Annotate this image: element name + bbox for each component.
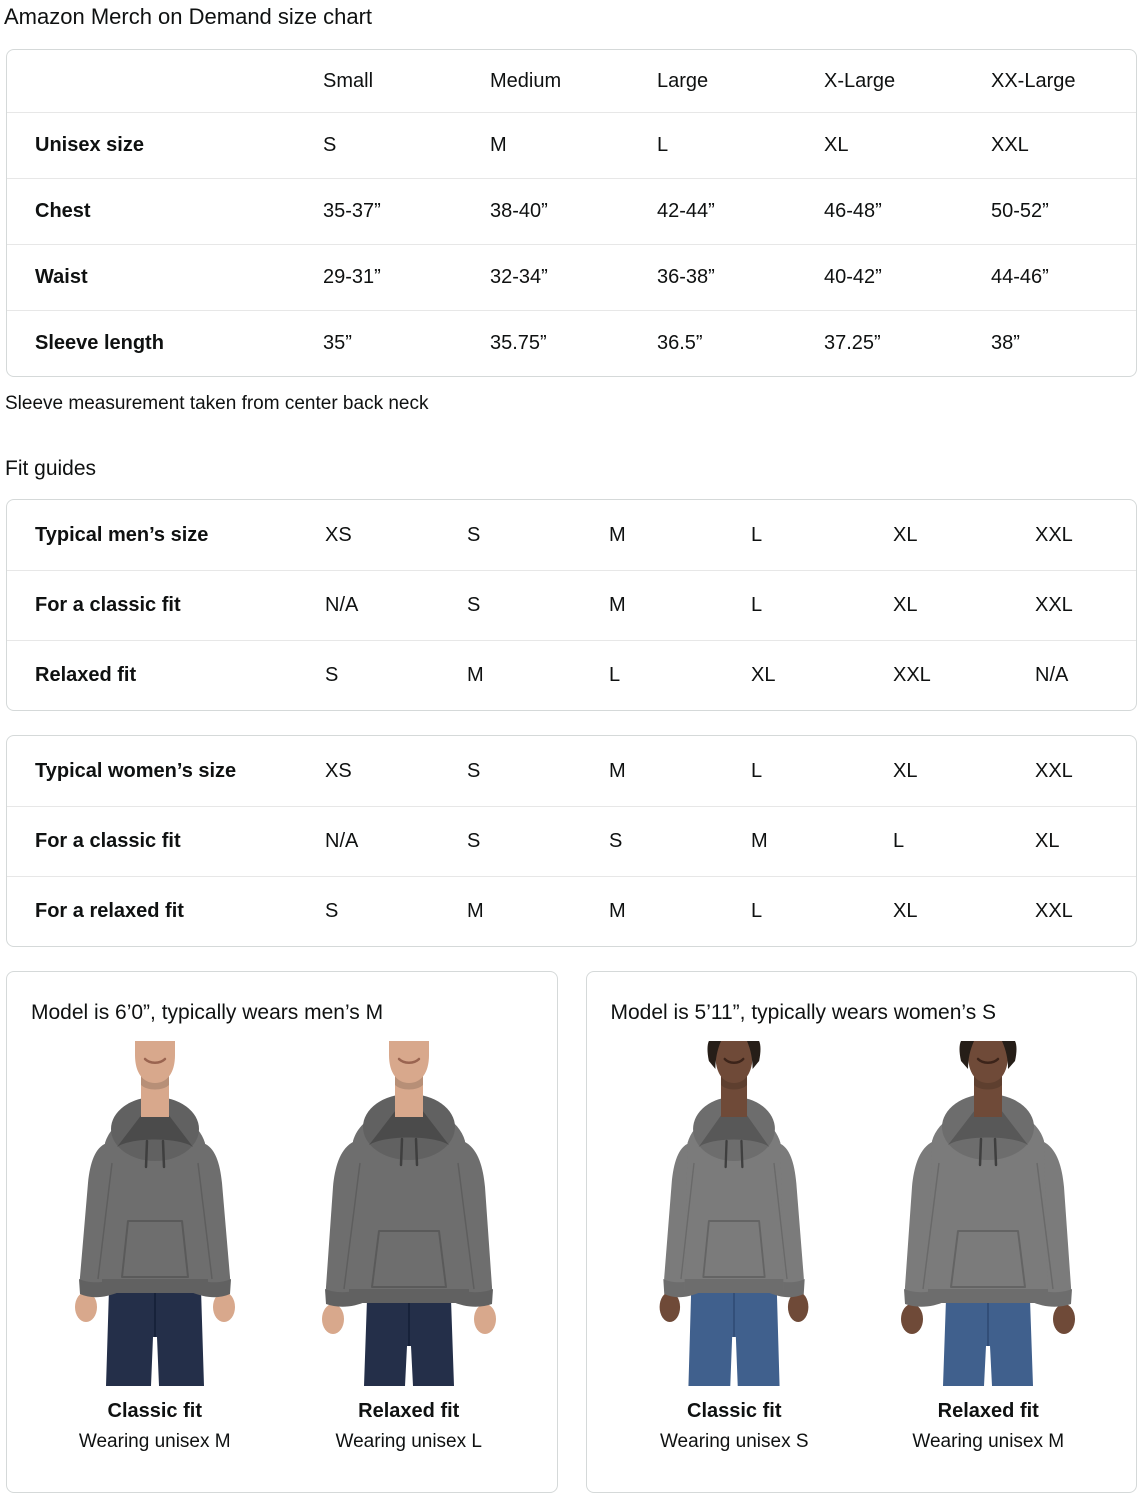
table-row-waist bbox=[7, 244, 1136, 310]
cell-value: M bbox=[467, 900, 484, 922]
cell-value: M bbox=[609, 900, 626, 922]
row-label: Waist bbox=[35, 266, 88, 288]
womens-relaxed-fit-figure bbox=[882, 1041, 1094, 1453]
cell-value: M bbox=[609, 594, 626, 616]
cell-value: L bbox=[893, 830, 905, 852]
cell-value: S bbox=[467, 523, 481, 546]
cell-value: 50-52” bbox=[991, 200, 1049, 222]
mens-fit-guide-table bbox=[6, 499, 1137, 711]
cell-value: S bbox=[467, 830, 481, 852]
column-header-xx-large: XX-Large bbox=[991, 69, 1076, 92]
model-photo-woman-classic-fit bbox=[638, 1041, 830, 1386]
model-photo-man-classic-fit bbox=[52, 1041, 258, 1386]
table-row-unisex-size bbox=[7, 112, 1136, 178]
mens-model-card bbox=[6, 971, 558, 1493]
cell-value: N/A bbox=[1035, 664, 1069, 686]
womens-fit-guide-table bbox=[6, 735, 1137, 947]
row-label: Relaxed fit bbox=[35, 664, 137, 686]
cell-value: 35” bbox=[323, 332, 352, 354]
cell-value: XXL bbox=[1035, 594, 1073, 616]
womens-model-heading: Model is 5’11”, typically wears women’s S bbox=[610, 1001, 997, 1024]
table-row-sleeve-length bbox=[7, 310, 1136, 376]
mens-figures-row bbox=[31, 1041, 533, 1453]
model-photo-man-relaxed-fit bbox=[306, 1041, 512, 1386]
fit-label: Classic fit bbox=[687, 1400, 782, 1422]
column-header-small: Small bbox=[323, 69, 374, 92]
cell-value: M bbox=[609, 523, 626, 546]
cell-value: L bbox=[751, 759, 763, 782]
cell-value: XXL bbox=[1035, 900, 1073, 922]
table-row-typical-mens-size bbox=[7, 500, 1136, 570]
cell-value: XL bbox=[751, 664, 776, 686]
cell-value: 44-46” bbox=[991, 266, 1049, 288]
cell-value: L bbox=[657, 134, 669, 156]
cell-value: XXL bbox=[1035, 759, 1073, 782]
cell-value: M bbox=[609, 759, 626, 782]
cell-value: L bbox=[751, 523, 763, 546]
wearing-label: Wearing unisex M bbox=[912, 1431, 1065, 1452]
fit-guides-heading: Fit guides bbox=[5, 457, 97, 480]
womens-classic-fit-figure bbox=[628, 1041, 840, 1453]
mens-model-heading: Model is 6’0”, typically wears men’s M bbox=[31, 1001, 384, 1024]
cell-value: N/A bbox=[325, 830, 359, 852]
cell-value: 36.5” bbox=[657, 332, 703, 354]
cell-value: M bbox=[490, 134, 507, 156]
cell-value: L bbox=[751, 900, 763, 922]
cell-value: S bbox=[325, 664, 339, 686]
cell-value: 36-38” bbox=[657, 266, 715, 288]
row-label: Sleeve length bbox=[35, 332, 164, 354]
model-photo-woman-relaxed-fit bbox=[885, 1041, 1091, 1386]
table-row-chest bbox=[7, 178, 1136, 244]
mens-relaxed-fit-figure bbox=[303, 1041, 515, 1453]
table-row-womens-relaxed-fit bbox=[7, 876, 1136, 946]
cell-value: XL bbox=[893, 523, 918, 546]
cell-value: XL bbox=[893, 900, 918, 922]
cell-value: S bbox=[325, 900, 339, 922]
womens-model-card bbox=[586, 971, 1138, 1493]
row-label: For a classic fit bbox=[35, 830, 181, 852]
cell-value: XS bbox=[325, 759, 352, 782]
cell-value: XL bbox=[824, 134, 849, 156]
column-header-x-large: X-Large bbox=[824, 69, 896, 92]
row-label: For a classic fit bbox=[35, 594, 181, 616]
cell-value: N/A bbox=[325, 594, 359, 616]
column-header-large: Large bbox=[657, 69, 709, 92]
cell-value: 40-42” bbox=[824, 266, 882, 288]
row-label: Unisex size bbox=[35, 134, 144, 156]
size-chart-table bbox=[6, 49, 1137, 377]
cell-value: S bbox=[323, 134, 337, 156]
cell-value: 37.25” bbox=[824, 332, 881, 354]
column-header-medium: Medium bbox=[490, 69, 562, 92]
wearing-label: Wearing unisex M bbox=[78, 1431, 231, 1452]
cell-value: L bbox=[751, 594, 763, 616]
fit-label: Relaxed fit bbox=[937, 1400, 1039, 1422]
cell-value: XL bbox=[893, 759, 918, 782]
cell-value: M bbox=[467, 664, 484, 686]
womens-figures-row bbox=[611, 1041, 1113, 1453]
row-label: For a relaxed fit bbox=[35, 900, 184, 922]
cell-value: 35.75” bbox=[490, 332, 547, 354]
fit-label: Relaxed fit bbox=[358, 1400, 460, 1422]
row-label: Typical women’s size bbox=[35, 759, 237, 782]
table-row-typical-womens-size bbox=[7, 736, 1136, 806]
cell-value: 42-44” bbox=[657, 200, 715, 222]
cell-value: 46-48” bbox=[824, 200, 882, 222]
cell-value: 35-37” bbox=[323, 200, 381, 222]
fit-label: Classic fit bbox=[107, 1400, 202, 1422]
wearing-label: Wearing unisex L bbox=[335, 1431, 482, 1452]
cell-value: 29-31” bbox=[323, 266, 381, 288]
cell-value: XL bbox=[1035, 830, 1060, 852]
page-title: Amazon Merch on Demand size chart bbox=[4, 4, 373, 29]
table-row-mens-relaxed-fit bbox=[7, 640, 1136, 710]
mens-classic-fit-figure bbox=[49, 1041, 261, 1453]
cell-value: XXL bbox=[1035, 523, 1073, 546]
wearing-label: Wearing unisex S bbox=[659, 1431, 809, 1452]
cell-value: S bbox=[467, 594, 481, 616]
row-label: Chest bbox=[35, 200, 91, 222]
model-cards-row bbox=[6, 971, 1137, 1493]
cell-value: S bbox=[467, 759, 481, 782]
cell-value: 38-40” bbox=[490, 200, 548, 222]
cell-value: XS bbox=[325, 523, 352, 546]
cell-value: 38” bbox=[991, 332, 1020, 354]
table-row-mens-classic-fit bbox=[7, 570, 1136, 640]
cell-value: L bbox=[609, 664, 621, 686]
cell-value: S bbox=[609, 830, 623, 852]
size-chart-header-row bbox=[7, 50, 1136, 112]
cell-value: XL bbox=[893, 594, 918, 616]
cell-value: 32-34” bbox=[490, 266, 548, 288]
cell-value: M bbox=[751, 830, 768, 852]
table-row-womens-classic-fit bbox=[7, 806, 1136, 876]
sleeve-measurement-note: Sleeve measurement taken from center back neck bbox=[5, 393, 429, 414]
cell-value: XXL bbox=[893, 664, 931, 686]
row-label: Typical men’s size bbox=[35, 523, 209, 546]
cell-value: XXL bbox=[991, 134, 1029, 156]
